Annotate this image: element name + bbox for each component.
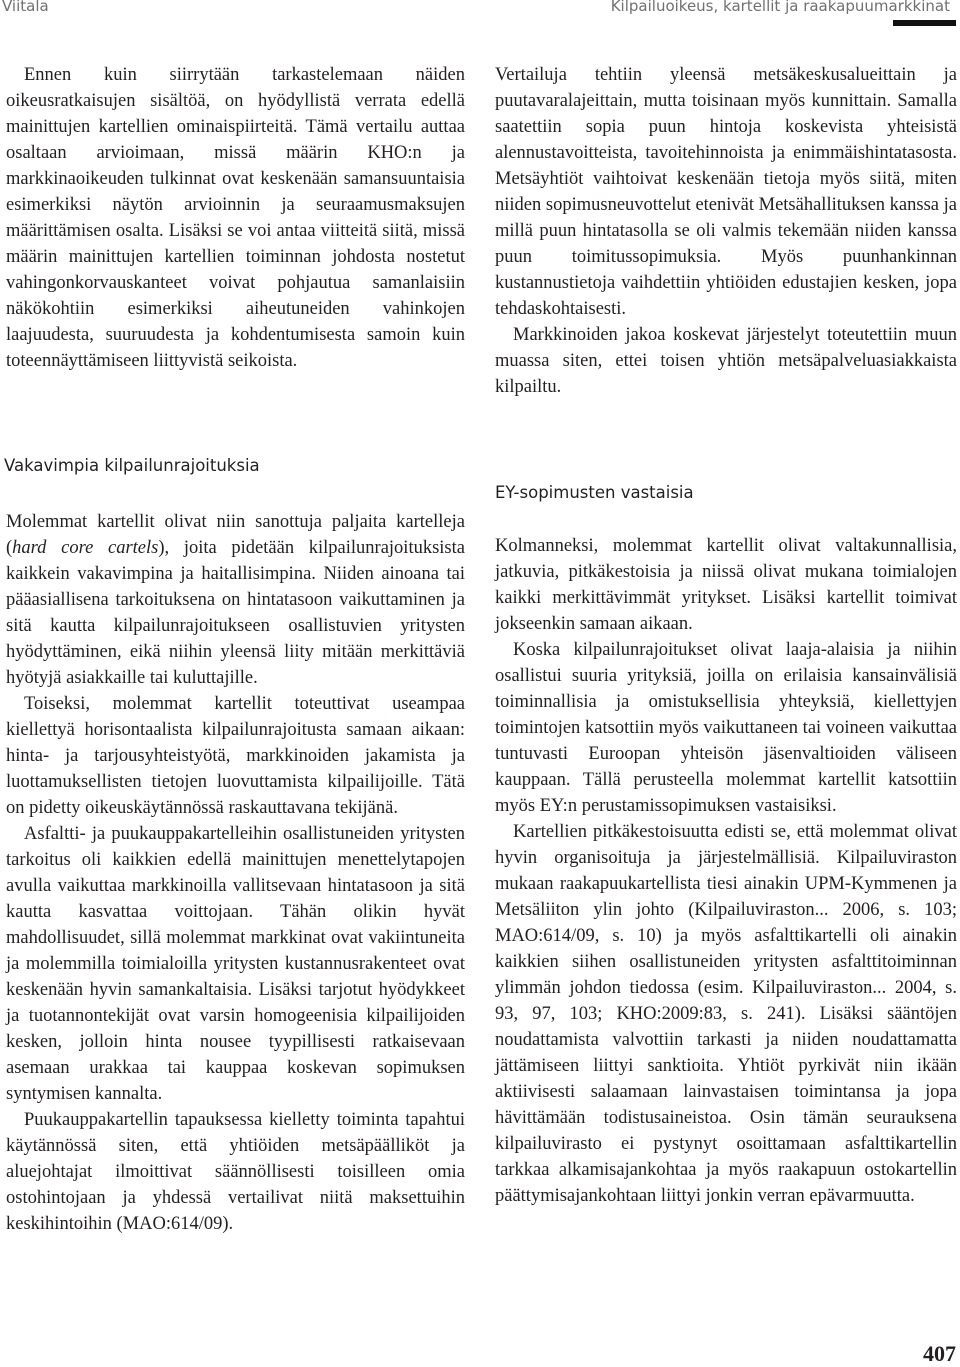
header-rule [893,20,956,26]
italic-term: hard core cartels [12,538,159,558]
page-number: 407 [923,1341,956,1366]
paragraph: Koska kilpailunrajoitukset olivat laaja-alaisia ja niihin osallistui suuria yrityksiä, joilla on erilaisia kansainvälisiä toiminnallisia ja omistuksellisia yhteyksiä, kiellettyjen toimintojen katsottiin myös vaikuttaneen tai voineen vaikuttaa tuntuvasti Euroopan yhteisön jäsenvaltioiden väliseen kauppaan. Tällä perusteella molemmat kartellit katsottiin myös EY:n perustamissopimuksen vastaisiksi. [495,640,957,816]
paragraph: Ennen kuin siirrytään tarkastelemaan näiden oikeusratkaisujen sisältöä, on hyödyllistä verrata edellä mainittujen kartellien ominaispiirteitä. Tämä vertailu auttaa osaltaan arvioimaan, missä määrin KHO:n ja markkinaoikeuden tulkinnat ovat keskenään samansuuntaisia esimerkiksi näytön arvioinnin ja seuraamusmaksujen määrittämisen osalta. Lisäksi se voi antaa viitteitä siitä, missä määrin mainittujen kartellien toiminnan johdosta nostetut vahingonkorvauskanteet voivat pohjautua samanlaisiin näkökohtiin esimerkiksi aiheutuneiden vahinkojen laajuudesta, suuruudesta ja kohdentumisesta samoin kuin toteennäyttämiseen liittyvistä seikoista. [6,65,465,371]
left-column-body [6,509,465,1237]
running-header-title: Kilpailuoikeus, kartellit ja raakapuumarkkinat [610,0,950,15]
paragraph-text: Molemmat kartellit olivat niin sanottuja paljaita kartelleja ( [6,512,465,558]
paragraph: Asfaltti- ja puukauppakartelleihin osallistuneiden yritysten tarkoitus oli kaikkien edellä mainittujen menettelytapojen avulla vaikuttaa markkinoilla vallitsevaan hintatasoon ja sitä kautta kasvattaa voittojaan. Tähän olikin hyvät mahdollisuudet, sillä molemmat markkinat ovat vakiintuneita ja molemmilla toimialoilla yritysten kustannusrakenteet ovat keskenään hyvin samankaltaisia. Lisäksi tarjotut hyödykkeet ja tuotannontekijät ovat varsin homogeenisia kilpailijoiden kesken, jolloin hinta nousee tyypillisesti ratkaisevaan asemaan urakkaa tai kauppaa koskevan sopimuksen syntymisen kannalta. [6,824,465,1104]
section-heading: Vakavimpia kilpailunrajoituksia [4,456,260,475]
right-column-body [495,533,957,1209]
paragraph: Kartellien pitkäkestoisuutta edisti se, että molemmat olivat hyvin organisoituja ja järjestelmällisiä. Kilpailuviraston mukaan raakapuukartellista tiesi ainakin UPM-Kymmenen ja Metsäliiton ylin johto (Kilpailuviraston... 2006, s. 103; MAO:614/09, s. 10) ja myös asfalttikartelli oli ainakin kaikkien siihen osallistuneiden yritysten asfalttitoiminnan ylimmän johdon tiedossa (esim. Kilpailuviraston... 2004, s. 93, 97, 103; KHO:2009:83, s. 241). Lisäksi sääntöjen noudattamista valvottiin tarkasti ja niiden noudattamatta jättämiseen liittyi sanktioita. Yhtiöt pyrkivät niin ikään aktiivisesti salaamaan lainvastaisen toimintansa ja jopa hävittämään todistusaineistoa. Osin tämän seurauksena kilpailuvirasto ei pystynyt osoittamaan asfalttikartellin tarkkaa alkamisajankohtaa ja myös raakapuun ostokartellin päättymisajankohtaan liittyi jonkin verran epävarmuutta. [495,822,957,1206]
paragraph: Markkinoiden jakoa koskevat järjestelyt toteutettiin muun muassa siten, ettei toisen yhtiön metsäpalveluasiakkaista kilpailtu. [495,325,957,397]
paragraph: Vertailuja tehtiin yleensä metsäkeskusalueittain ja puutavaralajeittain, mutta toisinaan myös kunnittain. Samalla saatettiin sopia puun hintoja koskevista yhteisistä alennustavoitteista, tavoitehinnoista ja enimmäishintatasosta. Metsäyhtiöt vaihtoivat keskenään tietoja myös siitä, miten niiden sopimusneuvottelut etenivät Metsähallituksen kanssa ja millä puun hintatasolla se oli valmis tekemään niiden kanssa puun toimitussopimuksia. Myös puunhankinnan kustannustietoja vaihdettiin yhtiöiden edustajien kesken, jopa tehdaskohtaisesti. [495,65,957,319]
paragraph [6,509,465,691]
left-column-top [6,62,465,374]
paragraph: Toiseksi, molemmat kartellit toteuttivat useampaa kiellettyä horisontaalista kilpailunrajoitusta samaan aikaan: hinta- ja tarjousyhteistyötä, markkinoiden jakamista ja luottamuksellisten tietojen luovuttamista kilpailijoille. Tätä on pidetty oikeuskäytännössä raskauttavana tekijänä. [6,694,465,818]
paragraph: Kolmanneksi, molemmat kartellit olivat valtakunnallisia, jatkuvia, pitkäkestoisia ja niissä olivat mukana toimialojen kaikki merkittävimmät yritykset. Lisäksi kartellit toimivat jokseenkin samaan aikaan. [495,536,957,634]
running-header-author: Viitala [2,0,49,15]
paragraph-text: ), joita pidetään kilpailunrajoituksista kaikkein vakavimpina ja haitallisimpina. Niiden ainoana tai pääasiallisena tarkoituksena on hintatasoon vaikuttaminen ja sitä kautta kilpailunrajoitukseen osallistuvien yritysten hyödyttäminen, eikä niihin yleensä liity mitään merkittäviä hyötyjä asiakkaille tai kuluttajille. [6,538,465,688]
paragraph: Puukauppakartellin tapauksessa kielletty toiminta tapahtui käytännössä siten, että yhtiöiden metsäpäälliköt ja aluejohtajat ilmoittivat säännöllisesti toisilleen omia ostohintojaan ja yhdessä vertailivat niitä maksettuihin keskihintoihin (MAO:614/09). [6,1110,465,1234]
right-column-top [495,62,957,400]
section-heading: EY-sopimusten vastaisia [495,483,694,502]
